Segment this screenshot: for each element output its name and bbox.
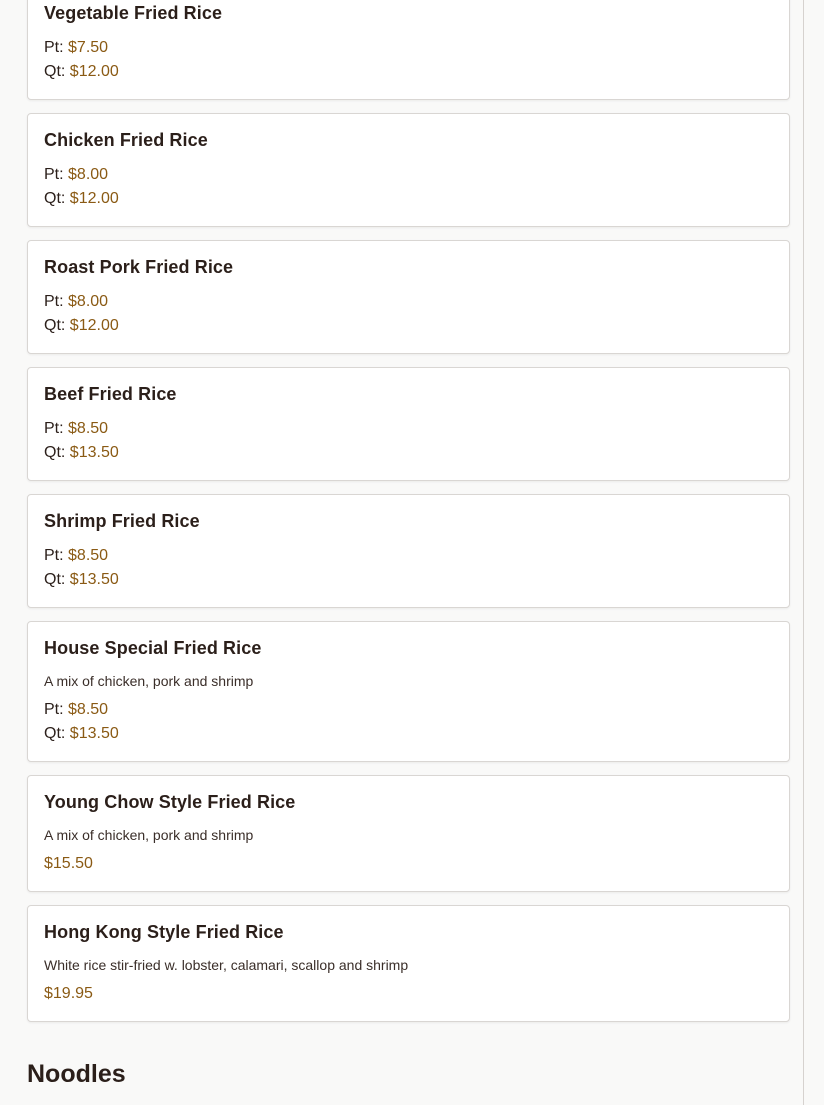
price-amount: $7.50 bbox=[68, 39, 109, 56]
price-line-quart bbox=[44, 571, 119, 589]
menu-item-card[interactable] bbox=[27, 621, 790, 762]
price-amount: $19.95 bbox=[44, 985, 93, 1002]
menu-item-card[interactable] bbox=[27, 905, 790, 1022]
menu-item-description: White rice stir-fried w. lobster, calamari, scallop and shrimp bbox=[44, 957, 409, 973]
menu-item-name: Chicken Fried Rice bbox=[44, 130, 208, 150]
price-line-pint bbox=[44, 547, 108, 565]
menu-item-name: Hong Kong Style Fried Rice bbox=[44, 922, 284, 942]
size-label: Pt: bbox=[44, 701, 64, 718]
price-line-quart bbox=[44, 444, 119, 462]
price-line-quart bbox=[44, 725, 119, 743]
menu-item-name: Young Chow Style Fried Rice bbox=[44, 792, 296, 812]
menu-item-card[interactable] bbox=[27, 240, 790, 354]
size-label: Qt: bbox=[44, 571, 66, 588]
size-label: Pt: bbox=[44, 166, 64, 183]
price-amount: $8.00 bbox=[68, 166, 109, 183]
size-label: Pt: bbox=[44, 293, 64, 310]
price-amount: $13.50 bbox=[69, 725, 119, 742]
size-label: Qt: bbox=[44, 725, 66, 742]
price-line-pint bbox=[44, 701, 108, 719]
size-label: Qt: bbox=[44, 63, 66, 80]
price-amount: $15.50 bbox=[44, 855, 93, 872]
menu-item-card[interactable] bbox=[27, 367, 790, 481]
price-amount: $8.00 bbox=[68, 293, 109, 310]
size-label: Qt: bbox=[44, 444, 66, 461]
price-amount: $12.00 bbox=[69, 190, 119, 207]
price-line-quart bbox=[44, 317, 119, 335]
menu-item-card[interactable] bbox=[27, 775, 790, 892]
menu-item-card[interactable] bbox=[27, 0, 790, 100]
price-amount: $12.00 bbox=[69, 317, 119, 334]
menu-item-card[interactable] bbox=[27, 494, 790, 608]
price-amount: $8.50 bbox=[68, 701, 109, 718]
menu-item-description: A mix of chicken, pork and shrimp bbox=[44, 673, 254, 689]
menu-item-name: Vegetable Fried Rice bbox=[44, 3, 223, 23]
price-line-pint bbox=[44, 420, 108, 438]
price-line-pint bbox=[44, 166, 108, 184]
price-line-quart bbox=[44, 63, 119, 81]
menu-item-name: Roast Pork Fried Rice bbox=[44, 257, 234, 277]
price-line-quart bbox=[44, 190, 119, 208]
price-amount: $13.50 bbox=[69, 444, 119, 461]
scroll-container-edge bbox=[803, 0, 804, 1105]
price-amount: $8.50 bbox=[68, 547, 109, 564]
size-label: Pt: bbox=[44, 420, 64, 437]
size-label: Pt: bbox=[44, 547, 64, 564]
size-label: Qt: bbox=[44, 317, 66, 334]
price-amount: $12.00 bbox=[69, 63, 119, 80]
price-amount: $8.50 bbox=[68, 420, 109, 437]
menu-item-name: Shrimp Fried Rice bbox=[44, 511, 200, 531]
menu-item-name: Beef Fried Rice bbox=[44, 384, 177, 404]
price-line-pint bbox=[44, 293, 108, 311]
price-line-pint bbox=[44, 39, 108, 57]
menu-item-card[interactable] bbox=[27, 113, 790, 227]
section-heading-noodles: Noodles bbox=[27, 1060, 126, 1088]
size-label: Qt: bbox=[44, 190, 66, 207]
menu-item-name: House Special Fried Rice bbox=[44, 638, 262, 658]
menu-item-description: A mix of chicken, pork and shrimp bbox=[44, 827, 254, 843]
price-amount: $13.50 bbox=[69, 571, 119, 588]
size-label: Pt: bbox=[44, 39, 64, 56]
